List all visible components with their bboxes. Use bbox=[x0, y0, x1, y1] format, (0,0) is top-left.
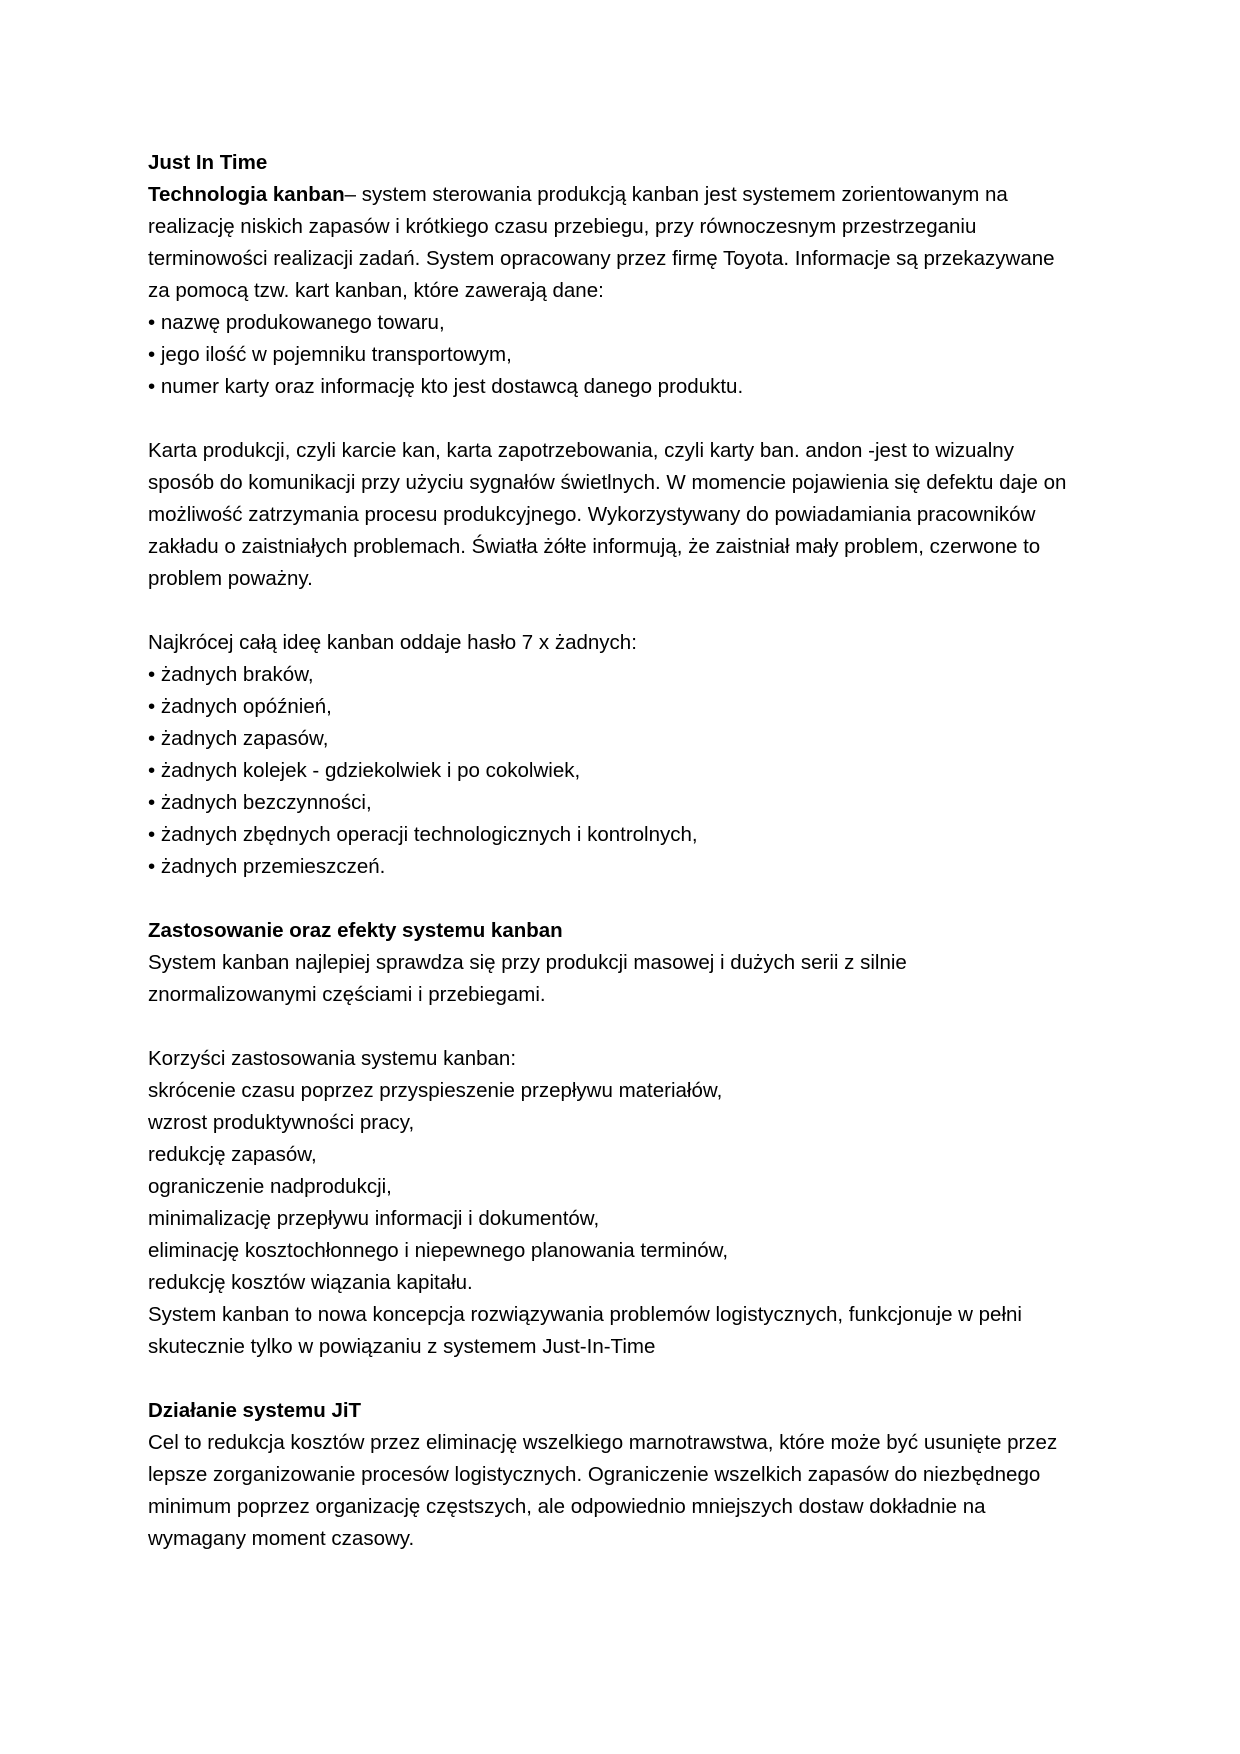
andon-paragraph-line: problem poważny. bbox=[148, 567, 313, 590]
benefit-item: wzrost produktywności pracy, bbox=[148, 1111, 415, 1134]
kanban-intro-line: terminowości realizacji zadań. System opracowany przez firmę Toyota. Informacje są przekazywane bbox=[148, 247, 1055, 270]
benefit-item: minimalizację przepływu informacji i dokumentów, bbox=[148, 1207, 600, 1230]
paragraph-gap bbox=[148, 1363, 1108, 1395]
seven-zeros-bullet: • żadnych opóźnień, bbox=[148, 695, 332, 718]
kanban-term: Technologia kanban bbox=[148, 183, 345, 206]
benefits-closing-line: skutecznie tylko w powiązaniu z systemem Just-In-Time bbox=[148, 1335, 656, 1358]
jit-line: minimum poprzez organizację częstszych, ale odpowiednio mniejszych dostaw dokładnie na bbox=[148, 1495, 986, 1518]
benefit-item: redukcję kosztów wiązania kapitału. bbox=[148, 1271, 473, 1294]
document-page bbox=[148, 147, 1108, 1555]
benefit-item: skrócenie czasu poprzez przyspieszenie przepływu materiałów, bbox=[148, 1079, 723, 1102]
kanban-intro-line: Technologia kanban– system sterowania produkcją kanban jest systemem zorientowanym na bbox=[148, 183, 1008, 206]
seven-zeros-bullet: • żadnych przemieszczeń. bbox=[148, 855, 386, 878]
application-line: System kanban najlepiej sprawdza się przy produkcji masowej i dużych serii z silnie bbox=[148, 951, 907, 974]
paragraph-gap bbox=[148, 595, 1108, 627]
kanban-intro-line: realizację niskich zapasów i krótkiego czasu przebiegu, przy równoczesnym przestrzeganiu bbox=[148, 215, 977, 238]
andon-paragraph-line: Karta produkcji, czyli karcie kan, karta zapotrzebowania, czyli karty ban. andon -jest to wizualny bbox=[148, 439, 1014, 462]
benefit-item: redukcję zapasów, bbox=[148, 1143, 317, 1166]
kanban-card-bullet: • numer karty oraz informację kto jest dostawcą danego produktu. bbox=[148, 375, 744, 398]
seven-zeros-bullet: • żadnych braków, bbox=[148, 663, 314, 686]
seven-zeros-bullet: • żadnych kolejek - gdziekolwiek i po cokolwiek, bbox=[148, 759, 581, 782]
benefits-intro: Korzyści zastosowania systemu kanban: bbox=[148, 1047, 517, 1070]
kanban-intro-line: za pomocą tzw. kart kanban, które zawerają dane: bbox=[148, 279, 604, 302]
benefit-item: eliminację kosztochłonnego i niepewnego planowania terminów, bbox=[148, 1239, 729, 1262]
benefit-item: ograniczenie nadprodukcji, bbox=[148, 1175, 392, 1198]
application-line: znormalizowanymi częściami i przebiegami. bbox=[148, 983, 546, 1006]
paragraph-gap bbox=[148, 1011, 1108, 1043]
seven-zeros-bullet: • żadnych bezczynności, bbox=[148, 791, 372, 814]
seven-zeros-bullet: • żadnych zbędnych operacji technologicznych i kontrolnych, bbox=[148, 823, 698, 846]
benefits-closing-line: System kanban to nowa koncepcja rozwiązywania problemów logistycznych, funkcjonuje w pełni bbox=[148, 1303, 1022, 1326]
jit-heading: Działanie systemu JiT bbox=[148, 1399, 362, 1422]
kanban-card-bullet: • nazwę produkowanego towaru, bbox=[148, 311, 445, 334]
seven-zeros-bullet: • żadnych zapasów, bbox=[148, 727, 329, 750]
document-title: Just In Time bbox=[148, 151, 268, 174]
andon-paragraph-line: możliwość zatrzymania procesu produkcyjnego. Wykorzystywany do powiadamiania pracowników bbox=[148, 503, 1036, 526]
jit-line: Cel to redukcja kosztów przez eliminację wszelkiego marnotrawstwa, które może być usunięte przez bbox=[148, 1431, 1058, 1454]
paragraph-gap bbox=[148, 403, 1108, 435]
paragraph-gap bbox=[148, 883, 1108, 915]
andon-paragraph-line: zakładu o zaistniałych problemach. Światła żółte informują, że zaistniał mały problem, czerwone to bbox=[148, 535, 1041, 558]
andon-paragraph-line: sposób do komunikacji przy użyciu sygnałów świetlnych. W momencie pojawienia się defektu daje on bbox=[148, 471, 1067, 494]
kanban-card-bullet: • jego ilość w pojemniku transportowym, bbox=[148, 343, 512, 366]
jit-line: lepsze zorganizowanie procesów logistycznych. Ograniczenie wszelkich zapasów do niezbędnego bbox=[148, 1463, 1041, 1486]
jit-line: wymagany moment czasowy. bbox=[148, 1527, 415, 1550]
application-heading: Zastosowanie oraz efekty systemu kanban bbox=[148, 919, 563, 942]
seven-zeros-intro: Najkrócej całą ideę kanban oddaje hasło 7 x żadnych: bbox=[148, 631, 637, 654]
